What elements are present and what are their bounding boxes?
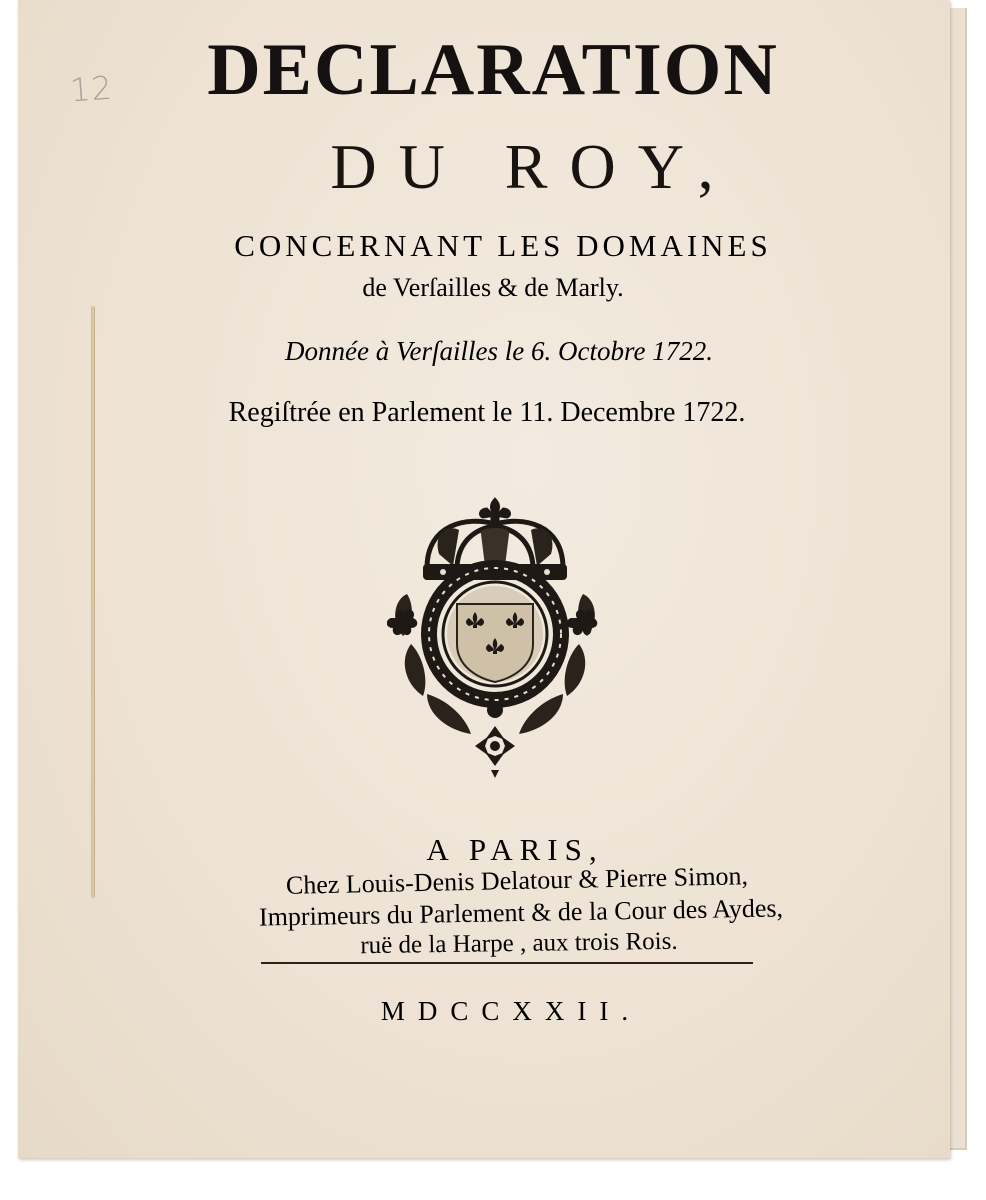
subject-line-2: de Verſailles & de Marly. <box>362 273 624 302</box>
imprint-city: A PARIS, <box>426 832 604 867</box>
imprint-address: ruë de la Harpe , aux trois Rois. <box>360 927 678 960</box>
imprint-titles: Imprimeurs du Parlement & de la Cour des Aydes, <box>258 893 784 932</box>
divider-rule <box>261 962 753 964</box>
binding-thread <box>91 306 95 898</box>
imprint-year: MDCCXXII. <box>380 996 642 1026</box>
subject-line-1: CONCERNANT LES DOMAINES <box>234 228 772 263</box>
royal-arms-crown-icon <box>387 494 603 780</box>
document-subtitle: DU ROY, <box>330 131 736 202</box>
imprint-printers: Chez Louis-Denis Delatour & Pierre Simon, <box>285 861 749 900</box>
margin-note: 12 <box>68 68 114 110</box>
document-title: DECLARATION <box>207 29 779 111</box>
given-date: Donnée à Verſailles le 6. Octobre 1722. <box>285 336 713 366</box>
registered-date: Regiſtrée en Parlement le 11. Decembre 1722. <box>228 397 746 428</box>
